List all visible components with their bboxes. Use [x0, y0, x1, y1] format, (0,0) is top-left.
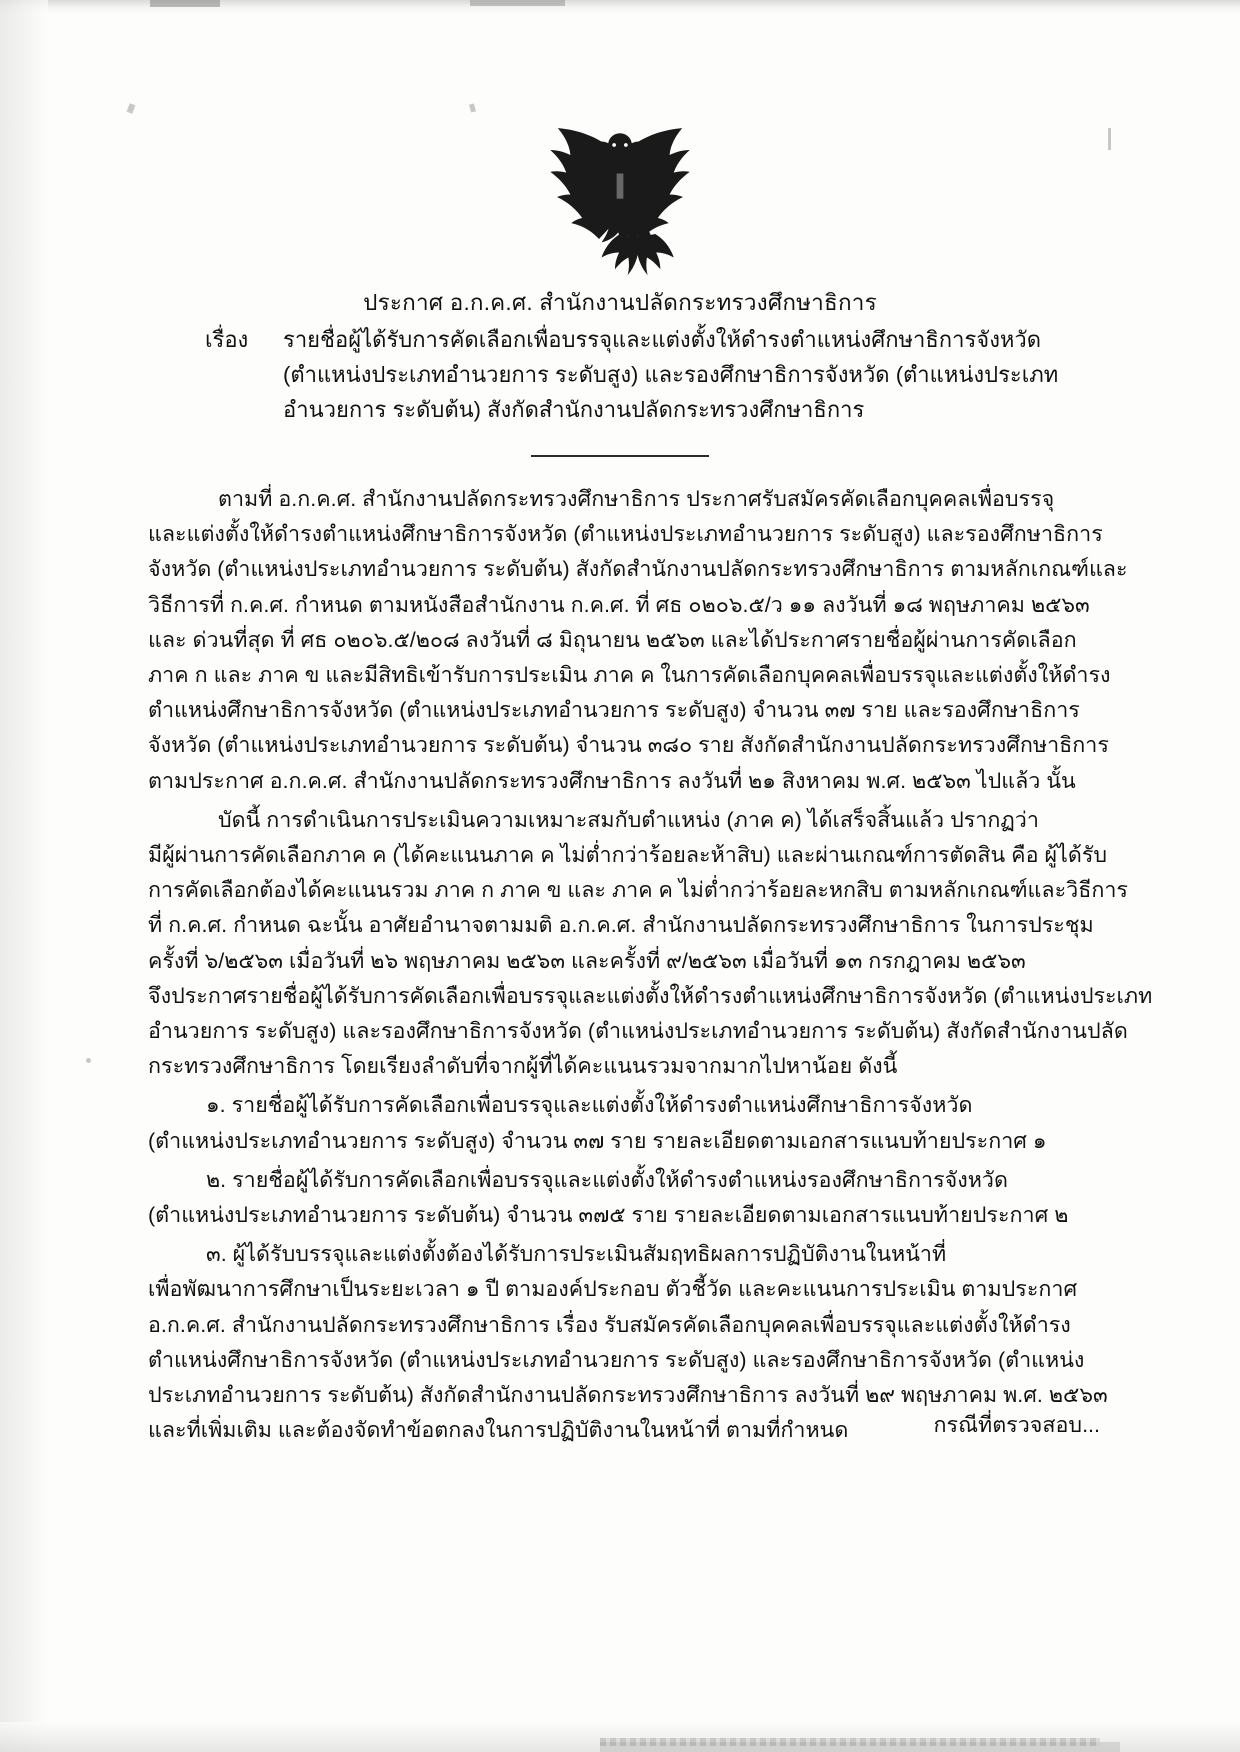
header-block — [0, 286, 1240, 320]
body-line: ตำแหน่งศึกษาธิการจังหวัด (ตำแหน่งประเภทอำนวยการ ระดับสูง) และรองศึกษาธิการจังหวัด (ตำแหน่ง — [148, 1347, 1085, 1372]
scan-artifact-top-left — [150, 0, 220, 7]
section-divider — [0, 455, 1240, 457]
body-line: ครั้งที่ ๖/๒๕๖๓ เมื่อวันที่ ๒๖ พฤษภาคม ๒๕๖๓ และครั้งที่ ๙/๒๕๖๓ เมื่อวันที่ ๑๓ กรกฎาคม ๒๕๖๓ — [148, 948, 1026, 973]
body-line: ที่ ก.ค.ศ. กำหนด ฉะนั้น อาศัยอำนาจตามมติ อ.ก.ค.ศ. สำนักงานปลัดกระทรวงศึกษาธิการ ในการประชุม — [148, 913, 1094, 938]
body-line: ๒. รายชื่อผู้ได้รับการคัดเลือกเพื่อบรรจุและแต่งตั้งให้ดำรงตำแหน่งรองศึกษาธิการจังหวัด — [206, 1167, 1008, 1192]
body-line: (ตำแหน่งประเภทอำนวยการ ระดับต้น) จำนวน ๓๗๕ ราย รายละเอียดตามเอกสารแนบท้ายประกาศ ๒ — [148, 1203, 1069, 1228]
body-line: ๓. ผู้ได้รับบรรจุและแต่งตั้งต้องได้รับการประเมินสัมฤทธิผลการปฏิบัติงานในหน้าที่ — [206, 1242, 947, 1267]
body-line: จังหวัด (ตำแหน่งประเภทอำนวยการ ระดับต้น) สังกัดสำนักงานปลัดกระทรวงศึกษาธิการ ตามหลักเกณฑ์และ — [148, 557, 1128, 582]
garuda-emblem — [536, 108, 704, 276]
closing-note: กรณีที่ตรวจสอบ... — [933, 1413, 1100, 1437]
subject-line: รายชื่อผู้ได้รับการคัดเลือกเพื่อบรรจุและแต่งตั้งให้ดำรงตำแหน่งศึกษาธิการจังหวัด — [283, 327, 1042, 352]
body-line: ภาค ก และ ภาค ข และมีสิทธิเข้ารับการประเมิน ภาค ค ในการคัดเลือกบุคคลเพื่อบรรจุและแต่งตั้งให้ดำรง — [148, 663, 1111, 688]
body-line: (ตำแหน่งประเภทอำนวยการ ระดับสูง) จำนวน ๓๗ ราย รายละเอียดตามเอกสารแนบท้ายประกาศ ๑ — [148, 1128, 1047, 1153]
body-line: จึงประกาศรายชื่อผู้ได้รับการคัดเลือกเพื่อบรรจุและแต่งตั้งให้ดำรงตำแหน่งศึกษาธิการจังหวัด (ตำแหน่งประเภท — [148, 983, 1153, 1008]
scan-artifact-top-mid — [470, 0, 565, 6]
subject-lines — [283, 322, 1059, 427]
body-line: การคัดเลือกต้องได้คะแนนรวม ภาค ก ภาค ข และ ภาค ค ไม่ต่ำกว่าร้อยละหกสิบ ตามหลักเกณฑ์และวิธีการ — [148, 878, 1128, 903]
body-line: วิธีการที่ ก.ค.ศ. กำหนด ตามหนังสือสำนักงาน ก.ค.ศ. ที่ ศธ ๐๒๐๖.๕/ว ๑๑ ลงวันที่ ๑๘ พฤษภาคม ๒๕๖๓ — [148, 592, 1090, 617]
scan-speck — [86, 1058, 91, 1063]
subject-label: เรื่อง — [205, 327, 249, 352]
body-line: ๑. รายชื่อผู้ได้รับการคัดเลือกเพื่อบรรจุและแต่งตั้งให้ดำรงตำแหน่งศึกษาธิการจังหวัด — [206, 1093, 973, 1118]
body-line: มีผู้ผ่านการคัดเลือกภาค ค (ได้คะแนนภาค ค ไม่ต่ำกว่าร้อยละห้าสิบ) และผ่านเกณฑ์การตัดสิน คือ ผู้ได้รับ — [148, 843, 1108, 868]
emblem-container — [0, 108, 1240, 276]
body-line: อ.ก.ค.ศ. สำนักงานปลัดกระทรวงศึกษาธิการ เรื่อง รับสมัครคัดเลือกบุคคลเพื่อบรรจุและแต่งตั้งให้ดำรง — [148, 1312, 1071, 1337]
body-line: ตามที่ อ.ก.ค.ศ. สำนักงานปลัดกระทรวงศึกษาธิการ ประกาศรับสมัครคัดเลือกบุคคลเพื่อบรรจุ — [218, 487, 1055, 511]
body-line: จังหวัด (ตำแหน่งประเภทอำนวยการ ระดับต้น) จำนวน ๓๘๐ ราย สังกัดสำนักงานปลัดกระทรวงศึกษาธิการ — [148, 733, 1109, 758]
body-line: เพื่อพัฒนาการศึกษาเป็นระยะเวลา ๑ ปี ตามองค์ประกอบ ตัวชี้วัด และคะแนนการประเมิน ตามประกาศ — [148, 1277, 1078, 1302]
subject-line: (ตำแหน่งประเภทอำนวยการ ระดับสูง) และรองศึกษาธิการจังหวัด (ตำแหน่งประเภท — [283, 362, 1059, 387]
paragraph-background — [148, 482, 1128, 799]
body-line: กระทรวงศึกษาธิการ โดยเรียงลำดับที่จากผู้ที่ได้คะแนนรวมจากมากไปหาน้อย ดังนี้ — [148, 1054, 898, 1079]
body-line: และ ด่วนที่สุด ที่ ศธ ๐๒๐๖.๕/๒๐๘ ลงวันที่ ๘ มิถุนายน ๒๕๖๓ และได้ประกาศรายชื่อผู้ผ่านการคัดเลือก — [148, 627, 1077, 652]
list-item-1 — [148, 1088, 1098, 1158]
subject-block — [205, 322, 1059, 427]
body-line: และที่เพิ่มเติม และต้องจัดทำข้อตกลงในการปฏิบัติงานในหน้าที่ ตามที่กำหนด — [148, 1418, 849, 1443]
page-title: ประกาศ อ.ก.ค.ศ. สำนักงานปลัดกระทรวงศึกษาธิการ — [363, 290, 877, 315]
body-line: และแต่งตั้งให้ดำรงตำแหน่งศึกษาธิการจังหวัด (ตำแหน่งประเภทอำนวยการ ระดับสูง) และรองศึกษาธิการ — [148, 522, 1103, 547]
body-line: ตำแหน่งศึกษาธิการจังหวัด (ตำแหน่งประเภทอำนวยการ ระดับสูง) จำนวน ๓๗ ราย และรองศึกษาธิการ — [148, 698, 1080, 723]
footer-artifact — [600, 1738, 1100, 1746]
body-line: อำนวยการ ระดับสูง) และรองศึกษาธิการจังหวัด (ตำแหน่งประเภทอำนวยการ ระดับต้น) สังกัดสำนักงานปลัด — [148, 1019, 1128, 1044]
body-line: บัดนี้ การดำเนินการประเมินความเหมาะสมกับตำแหน่ง (ภาค ค) ได้เสร็จสิ้นแล้ว ปรากฏว่า — [218, 807, 1039, 832]
list-item-2 — [148, 1163, 1098, 1233]
subject-line: อำนวยการ ระดับต้น) สังกัดสำนักงานปลัดกระทรวงศึกษาธิการ — [283, 397, 865, 422]
paragraph-result — [148, 803, 1153, 1085]
body-line: ตามประกาศ อ.ก.ค.ศ. สำนักงานปลัดกระทรวงศึกษาธิการ ลงวันที่ ๒๑ สิงหาคม พ.ศ. ๒๕๖๓ ไปแล้ว นั้น — [148, 768, 1076, 793]
document-body — [148, 482, 1153, 1452]
body-line: ประเภทอำนวยการ ระดับต้น) สังกัดสำนักงานปลัดกระทรวงศึกษาธิการ ลงวันที่ ๒๙ พฤษภาคม พ.ศ. ๒๕๖๓ — [148, 1383, 1108, 1408]
